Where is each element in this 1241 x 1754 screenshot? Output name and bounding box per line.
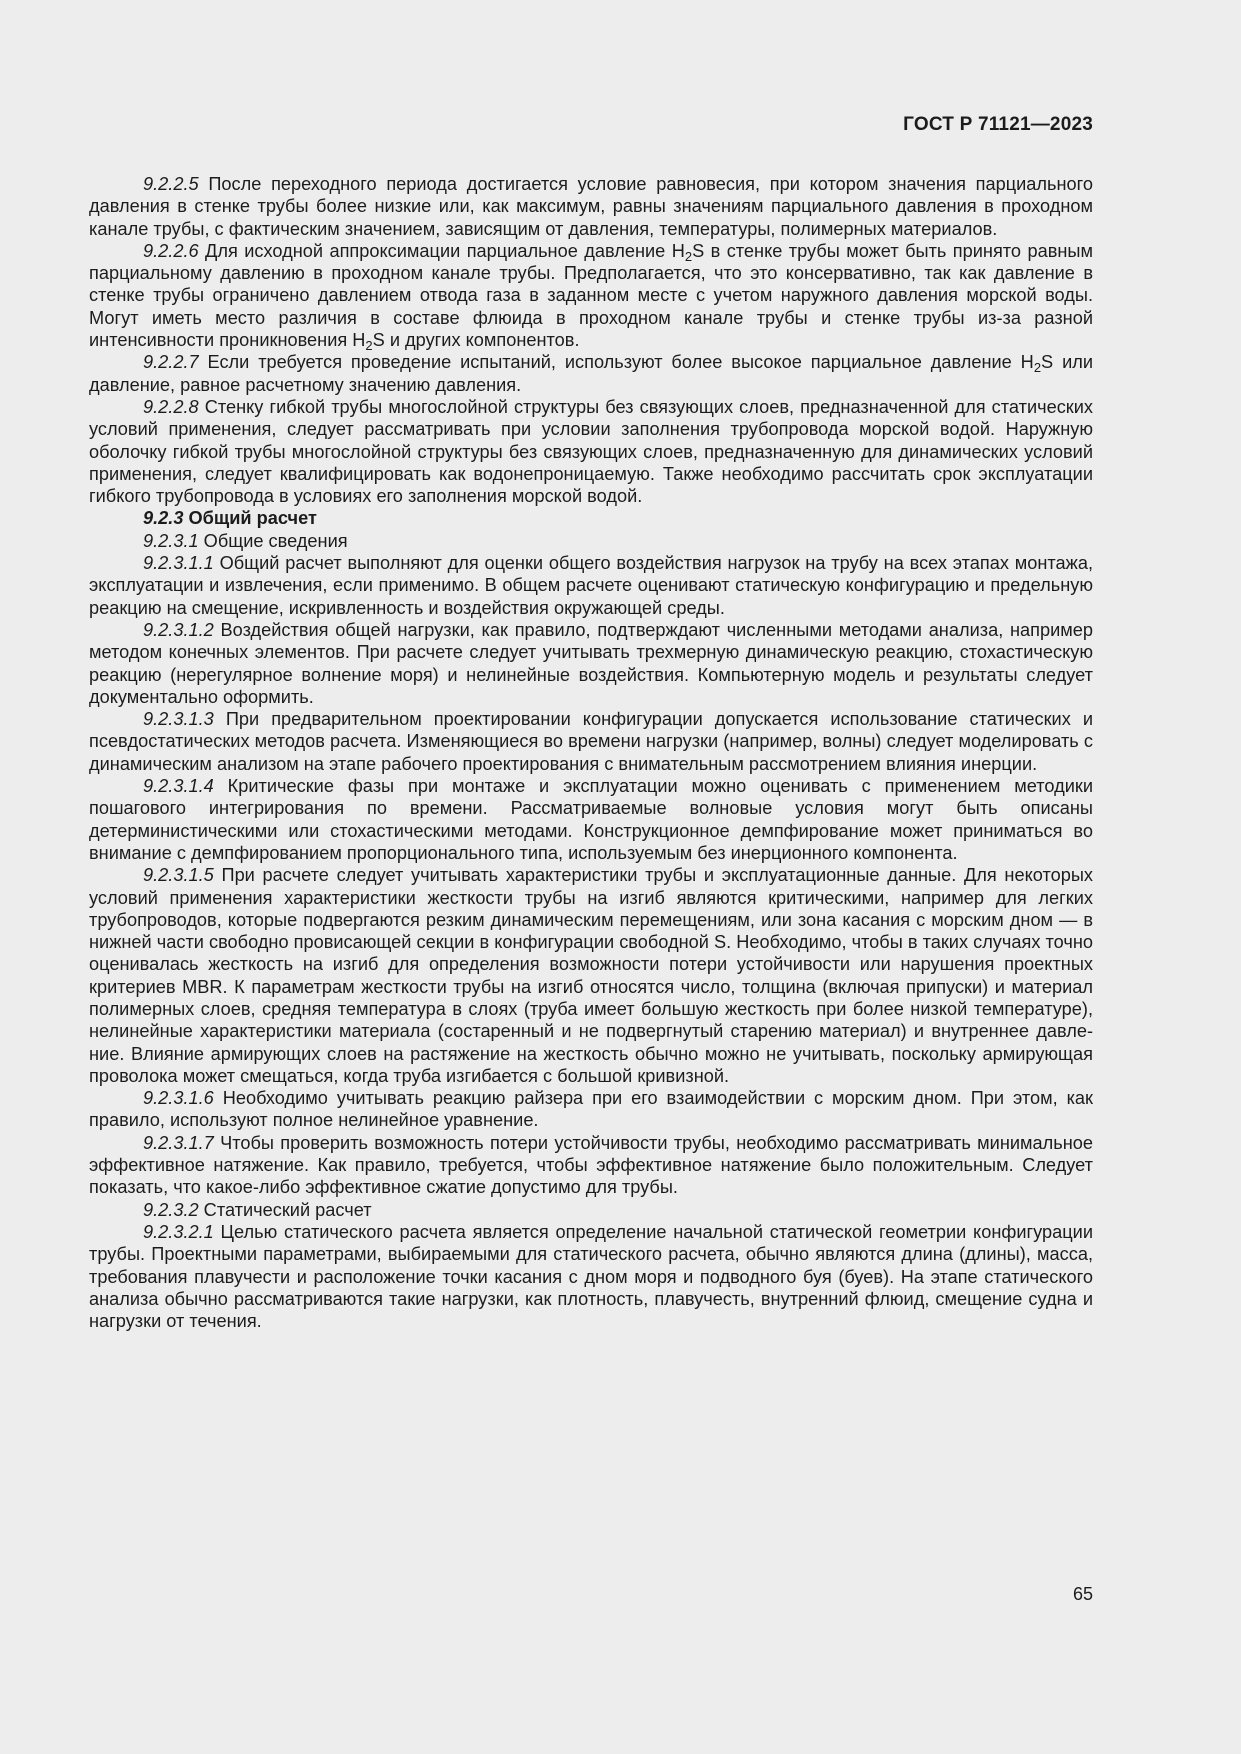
clause-number: 9.2.3.2.1 [143, 1221, 214, 1242]
clause-text: Для исходной аппроксимации парциальное давление H [198, 240, 685, 261]
clause-text: S или давление, равное расчетному значению давления. [89, 352, 1094, 395]
clause-text: S и других компонентов. [372, 330, 580, 351]
clause-paragraph [89, 507, 1093, 529]
clause-number: 9.2.3.1.1 [143, 553, 214, 574]
clause-paragraph [89, 1132, 1093, 1199]
clause-text: Воздействия общей нагрузки, как правило, подтверждают численными методами анализа, например методом конечных элементов. При расчете следует учитывать трехмерную динамическую реакцию, стохастическую реакцию (нерегулярное волнение моря) и нелинейные воздействия. Компьютерную модель и результаты следует документально оформить. [89, 619, 1093, 707]
clause-number: 9.2.3.2 [143, 1199, 199, 1220]
clause-number: 9.2.2.8 [143, 396, 199, 417]
clause-number: 9.2.3.1.3 [143, 709, 214, 730]
clause-number: 9.2.3.1.7 [143, 1132, 214, 1153]
clause-paragraph [89, 1199, 1093, 1221]
subscript: 2 [365, 338, 373, 354]
clause-text: Общие сведения [198, 530, 348, 551]
clause-number: 9.2.3.1 [143, 530, 199, 551]
clause-text: Стенку гибкой трубы многослойной структуры без связующих слоев, предназначенной для статических условий применения, следует рассматривать при условии заполнения трубопровода морской водой. Наружную оболочку гибкой трубы многослойной структуры без связующих слоев, предназначенную для динамических условий применения, следует квалифицировать как водонепроницаемую. Также необходимо рассчитать срок эксплуатации гибкого трубопровода в условиях его заполнения морской водой. [89, 396, 1093, 507]
clause-text: Критические фазы при монтаже и эксплуатации можно оценивать с применением методики пошагового интегрирования по времени. Рассматриваемые волновые условия могут быть описаны детерминистическими или стохастическими методами. Конструкционное демпфирование может приниматься во внимание с демпфированием пропорционального типа, используемым без инерционного компонента. [89, 776, 1093, 863]
clause-paragraph [89, 619, 1093, 708]
clause-text: Целью статического расчета является определение начальной статической геометрии конфигурации трубы. Проектными параметрами, выбираемыми для статического расчета, обычно являются длина (длины), масса, требования плавучести и расположение точки касания с дном моря и подводного буя (буев). На этапе статического анализа обычно рассматриваются такие нагрузки, как плотность, плавучесть, внутренний флюид, смещение судна и нагрузки от течения. [89, 1221, 1093, 1332]
subscript: 2 [1033, 360, 1042, 376]
clause-number: 9.2.2.7 [143, 352, 199, 373]
clause-paragraph [89, 864, 1093, 1087]
clause-number: 9.2.3.1.5 [143, 865, 214, 886]
clause-text: Необходимо учитывать реакцию райзера при его взаимодействии с морским дном. При этом, как правило, используют полное нелинейное уравнение. [89, 1088, 1093, 1131]
clause-paragraph [89, 173, 1093, 240]
clause-text: После переходного периода достигается условие равновесия, при котором значения парциального давления в стенке трубы более низкие или, как максимум, равны значениям парциального давления в проходном канале трубы, с фактическим значением, зависящим от давления, температуры, полимерных материалов. [89, 174, 1093, 239]
clause-text: Статический расчет [198, 1199, 372, 1220]
clause-text: Общий расчет выполняют для оценки общего воздействия нагрузок на трубу на всех этапах монтажа, эксплуатации и извлечения, если применимо. В общем расчете оценивают статическую конфигурацию и предельную реакцию на смещение, искривленность и воздействия окружающей среды. [89, 553, 1093, 618]
clause-paragraph [89, 775, 1093, 864]
clause-text: Чтобы проверить возможность потери устойчивости трубы, необходимо рассматривать минимальное эффективное натяжение. Как правило, требуется, чтобы эффективное натяжение было положительным. Следует показать, что какое-либо эффективное сжатие допустимо для трубы. [89, 1132, 1093, 1198]
clause-number: 9.2.2.6 [143, 240, 199, 261]
clause-paragraph [89, 530, 1093, 552]
clause-number: 9.2.3.1.6 [143, 1088, 214, 1109]
clause-text: При расчете следует учитывать характеристики трубы и эксплуатационные данные. Для некоторых условий применения характеристики жесткости трубы на изгиб являются критическими, например для легких трубопроводов, которые подвергаются резким динамическим перемещениям, или зона касания с морским дном — в нижней части свободно провисающей секции в конфигурации свободной S. Необходимо, чтобы в таких случаях точно оценивалась жесткость на изгиб для определения возможности потери устойчивости или нарушения проектных критериев MBR. К параметрам жесткости трубы на изгиб относятся число, толщина (включая припуски) и материал полимерных слоев, средняя температура в слоях (труба имеет большую жесткость при более низкой температуре), нелинейные характеристики материала (состаренный и не подвергнутый старению материал) и внутреннее давление. Влияние армирующих слоев на растяжение на жесткость обычно можно не учитывать, поскольку армирующая проволока может смещаться, когда труба изгибается с большой кривизной. [89, 865, 1093, 1086]
clause-number: 9.2.2.5 [143, 174, 199, 194]
clause-paragraph [89, 1087, 1093, 1132]
clause-text: При предварительном проектировании конфигурации допускается использование статических и псевдостатических методов расчета. Изменяющиеся во времени нагрузки (например, волны) следует моделировать с динамическим анализом на этапе рабочего проектирования с внимательным рассмотрением влияния инерции. [89, 709, 1093, 774]
standard-designation: ГОСТ Р 71121—2023 [903, 114, 1093, 135]
clause-number: 9.2.3.1.4 [143, 776, 214, 797]
clause-text: Если требуется проведение испытаний, используют более высокое парциальное давление H [198, 352, 1034, 373]
subscript: 2 [684, 248, 693, 264]
clause-number: 9.2.3.1.2 [143, 619, 214, 640]
clause-paragraph [89, 552, 1093, 619]
clause-text: Общий расчет [183, 508, 317, 529]
document-body [89, 173, 1093, 1332]
clause-paragraph [89, 1221, 1093, 1332]
clause-paragraph [89, 396, 1093, 507]
clause-number: 9.2.3 [143, 508, 184, 529]
clause-text: S в стенке трубы может быть принято равным парциальному давлению в проходном канале трубы. Предполагается, что это консервативно, так как давление в стенке трубы ограничено давлением отвода газа в заданном месте с учетом наружного давления морской воды. Могут иметь место различия в составе флюида в проходном канале трубы и стенке трубы из-за разной интенсивности проникновения H [89, 240, 1093, 351]
clause-paragraph [89, 708, 1093, 775]
clause-paragraph [89, 351, 1093, 396]
page-number: 65 [1072, 1584, 1093, 1604]
clause-paragraph [89, 240, 1093, 354]
